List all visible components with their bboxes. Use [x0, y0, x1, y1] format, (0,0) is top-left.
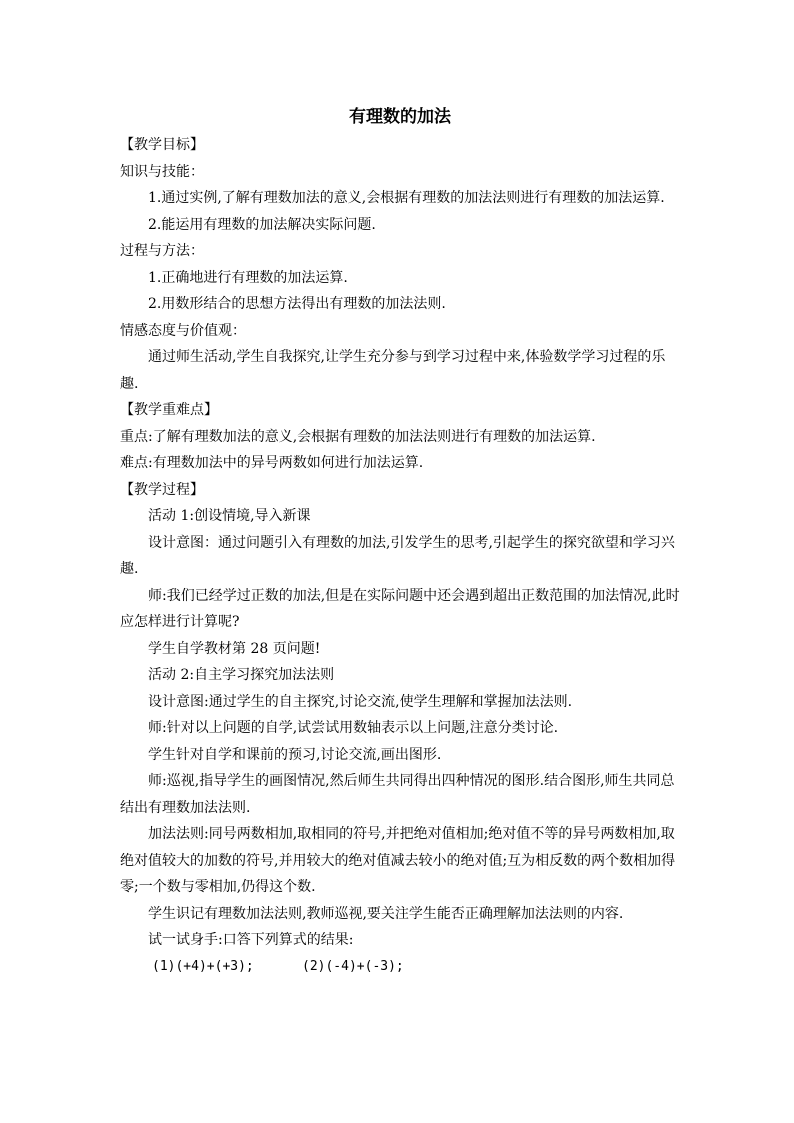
process-item-2: 2.用数形结合的思想方法得出有理数的加法法则.	[148, 296, 446, 312]
knowledge-item-2: 2.能运用有理数的加法解决实际问题.	[148, 216, 376, 233]
activity-1: 活动 1:创设情境,导入新课	[148, 508, 311, 524]
document-body	[120, 104, 680, 980]
difficult-point: 难点:有理数加法中的异号两数如何进行加法运算.	[120, 455, 424, 471]
student-activity-3: 学生识记有理数加法法则,教师巡视,要关注学生能否正确理解加法法则的内容.	[148, 905, 624, 922]
student-activity-1: 学生自学教材第 28 页问题!	[148, 640, 321, 657]
design-intent-2: 设计意图:通过学生的自主探究,讨论交流,使学生理解和掌握加法法则.	[148, 693, 573, 710]
section-heading-key-points: 【教学重难点】	[120, 402, 218, 418]
student-activity-2: 学生针对自学和课前的预习,讨论交流,画出图形.	[148, 746, 442, 763]
exercise-2: (2)(-4)+(-3);	[302, 958, 404, 974]
knowledge-item-1: 1.通过实例,了解有理数加法的意义,会根据有理数的加法法则进行有理数的加法运算.	[148, 190, 665, 206]
section-heading-process: 【教学过程】	[120, 481, 204, 498]
emotion-item-1: 通过师生活动,学生自我探究,让学生充分参与到学习过程中来,体验数学学习过程的乐趣.	[120, 349, 666, 392]
page-title: 有理数的加法	[349, 107, 451, 127]
exercise-row	[120, 954, 680, 981]
addition-rule: 加法法则:同号两数相加,取相同的符号,并把绝对值相加;绝对值不等的异号两数相加,取绝对值较大的加数的符号,并用较大的绝对值减去较小的绝对值;互为相反数的两个数相加得零;一个数与零相加,仍得这个数.	[120, 826, 676, 895]
process-heading: 过程与方法：	[120, 243, 204, 259]
section-heading-goals: 【教学目标】	[120, 137, 204, 153]
teacher-statement-1: 师:我们已经学过正数的加法,但是在实际问题中还会遇到超出正数范围的加法情况,此时应怎样进行计算呢?	[120, 587, 680, 630]
process-item-1: 1.正确地进行有理数的加法运算.	[148, 269, 348, 286]
teacher-statement-3: 师:巡视,指导学生的画图情况,然后师生共同得出四种情况的图形.结合图形,师生共同总结出有理数加法法则.	[120, 773, 675, 816]
key-point: 重点:了解有理数加法的意义,会根据有理数的加法法则进行有理数的加法运算.	[120, 428, 596, 445]
try-it-prompt: 试一试身手:口答下列算式的结果:	[148, 932, 354, 948]
exercise-1: (1)(+4)+(+3);	[152, 958, 254, 974]
knowledge-heading: 知识与技能：	[120, 163, 204, 180]
teacher-statement-2: 师:针对以上问题的自学,试尝试用数轴表示以上问题,注意分类讨论.	[148, 720, 559, 736]
design-intent-1: 设计意图：通过问题引入有理数的加法,引发学生的思考,引起学生的探究欲望和学习兴趣.	[120, 534, 675, 577]
emotion-heading: 情感态度与价值观：	[120, 322, 246, 339]
activity-2: 活动 2:自主学习探究加法法则	[148, 667, 335, 683]
